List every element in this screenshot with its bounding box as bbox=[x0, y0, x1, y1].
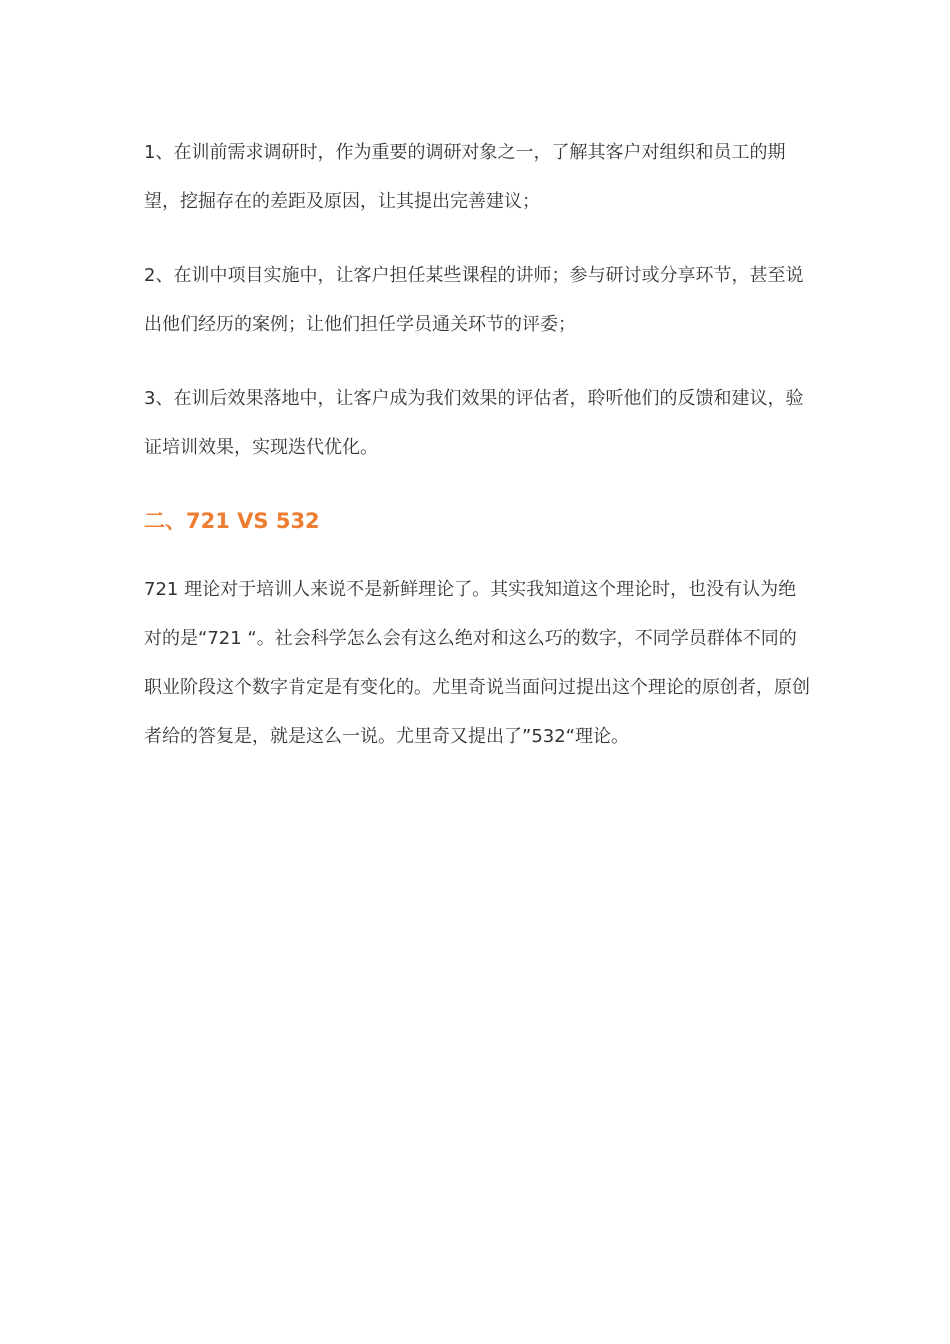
paragraph-pre-training: 1、在训前需求调研时，作为重要的调研对象之一，了解其客户对组织和员工的期望，挖掘存在的差距及原因，让其提出完善建议； bbox=[144, 142, 786, 212]
paragraph-post-training: 3、在训后效果落地中，让客户成为我们效果的评估者，聆听他们的反馈和建议，验证培训效果，实现迭代优化。 bbox=[144, 388, 804, 458]
document-page bbox=[144, 128, 812, 761]
paragraph-in-training: 2、在训中项目实施中，让客户担任某些课程的讲师；参与研讨或分享环节，甚至说出他们经历的案例；让他们担任学员通关环节的评委； bbox=[144, 265, 804, 335]
paragraph-721-theory: 721 理论对于培训人来说不是新鲜理论了。其实我知道这个理论时，也没有认为绝对的是“721 “。社会科学怎么会有这么绝对和这么巧的数字，不同学员群体不同的职业阶段这个数字肯定是有变化的。尤里奇说当面问过提出这个理论的原创者，原创者给的答复是，就是这么一说。尤里奇又提出了”532“理论。 bbox=[144, 579, 810, 747]
section-heading-721-vs-532: 二、721 VS 532 bbox=[144, 509, 320, 533]
